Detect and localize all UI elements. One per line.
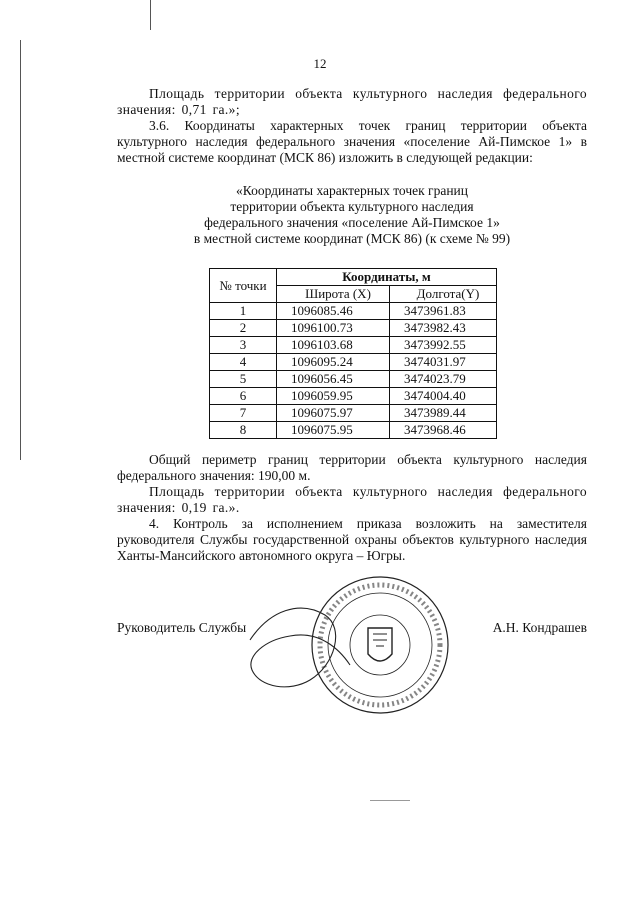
cell-point: 6 xyxy=(210,388,277,405)
table-row xyxy=(210,388,497,405)
cell-point: 1 xyxy=(210,303,277,320)
cell-longitude: 3473989.44 xyxy=(390,405,497,422)
table-row xyxy=(210,354,497,371)
table-row xyxy=(210,303,497,320)
caption-line-1: «Координаты характерных точек границ xyxy=(236,183,468,198)
cell-latitude: 1096085.46 xyxy=(277,303,390,320)
paragraph-perimeter: Общий периметр границ территории объекта культурного наследия федерального значения: 190,00 м. xyxy=(117,452,587,483)
caption-line-2: территории объекта культурного наследия xyxy=(230,199,474,214)
handwritten-signature-icon xyxy=(250,608,350,687)
cell-latitude: 1096100.73 xyxy=(277,320,390,337)
header-longitude: Долгота(Y) xyxy=(390,286,497,303)
cell-latitude: 1096056.45 xyxy=(277,371,390,388)
official-seal-icon xyxy=(312,577,448,713)
table-caption xyxy=(117,183,587,247)
cell-latitude: 1096075.95 xyxy=(277,422,390,439)
paragraph-3-6: 3.6. Координаты характерных точек границ территории объекта культурного наследия федерального значения «поселение Ай-Пимское 1» в местной системе координат (МСК 86) изложить в следующей редакции: xyxy=(117,118,587,165)
page-number: 12 xyxy=(313,56,327,71)
cell-point: 2 xyxy=(210,320,277,337)
cell-longitude: 3473961.83 xyxy=(390,303,497,320)
cell-longitude: 3473968.46 xyxy=(390,422,497,439)
scan-mark-bottom xyxy=(370,800,410,801)
cell-longitude: 3473992.55 xyxy=(390,337,497,354)
cell-latitude: 1096095.24 xyxy=(277,354,390,371)
paragraph-area-019: Площадь территории объекта культурного наследия федерального значения: 0,19 га.». xyxy=(117,484,587,515)
table-row xyxy=(210,405,497,422)
table-row xyxy=(210,371,497,388)
cell-point: 3 xyxy=(210,337,277,354)
cell-latitude: 1096103.68 xyxy=(277,337,390,354)
scan-edge-line-top xyxy=(150,0,151,30)
cell-point: 7 xyxy=(210,405,277,422)
caption-line-4: в местной системе координат (МСК 86) (к схеме № 99) xyxy=(193,231,511,246)
signatory-name: А.Н. Кондрашев xyxy=(492,620,587,635)
cell-longitude: 3473982.43 xyxy=(390,320,497,337)
cell-longitude: 3474031.97 xyxy=(390,354,497,371)
table-row xyxy=(210,320,497,337)
signatory-title: Руководитель Службы xyxy=(117,620,247,635)
stamp-and-signature xyxy=(230,570,460,720)
cell-latitude: 1096059.95 xyxy=(277,388,390,405)
cell-point: 8 xyxy=(210,422,277,439)
paragraph-control: 4. Контроль за исполнением приказа возложить на заместителя руководителя Службы государственной охраны объектов культурного наследия Ханты-Мансийского автономного округа – Югры. xyxy=(117,516,587,563)
caption-line-3: федерального значения «поселение Ай-Пимское 1» xyxy=(204,215,500,230)
header-coordinates: Координаты, м xyxy=(277,269,497,286)
table-row xyxy=(210,422,497,439)
header-latitude: Широта (X) xyxy=(277,286,390,303)
header-point: № точки xyxy=(210,269,277,303)
cell-latitude: 1096075.97 xyxy=(277,405,390,422)
intro-section xyxy=(117,86,587,166)
closing-section xyxy=(117,452,587,564)
coordinates-table xyxy=(209,268,497,439)
paragraph-area-071: Площадь территории объекта культурного наследия федерального значения: 0,71 га.»; xyxy=(117,86,587,117)
cell-point: 5 xyxy=(210,371,277,388)
scan-edge-line-left xyxy=(20,40,21,460)
cell-point: 4 xyxy=(210,354,277,371)
table-row xyxy=(210,337,497,354)
cell-longitude: 3474023.79 xyxy=(390,371,497,388)
cell-longitude: 3474004.40 xyxy=(390,388,497,405)
